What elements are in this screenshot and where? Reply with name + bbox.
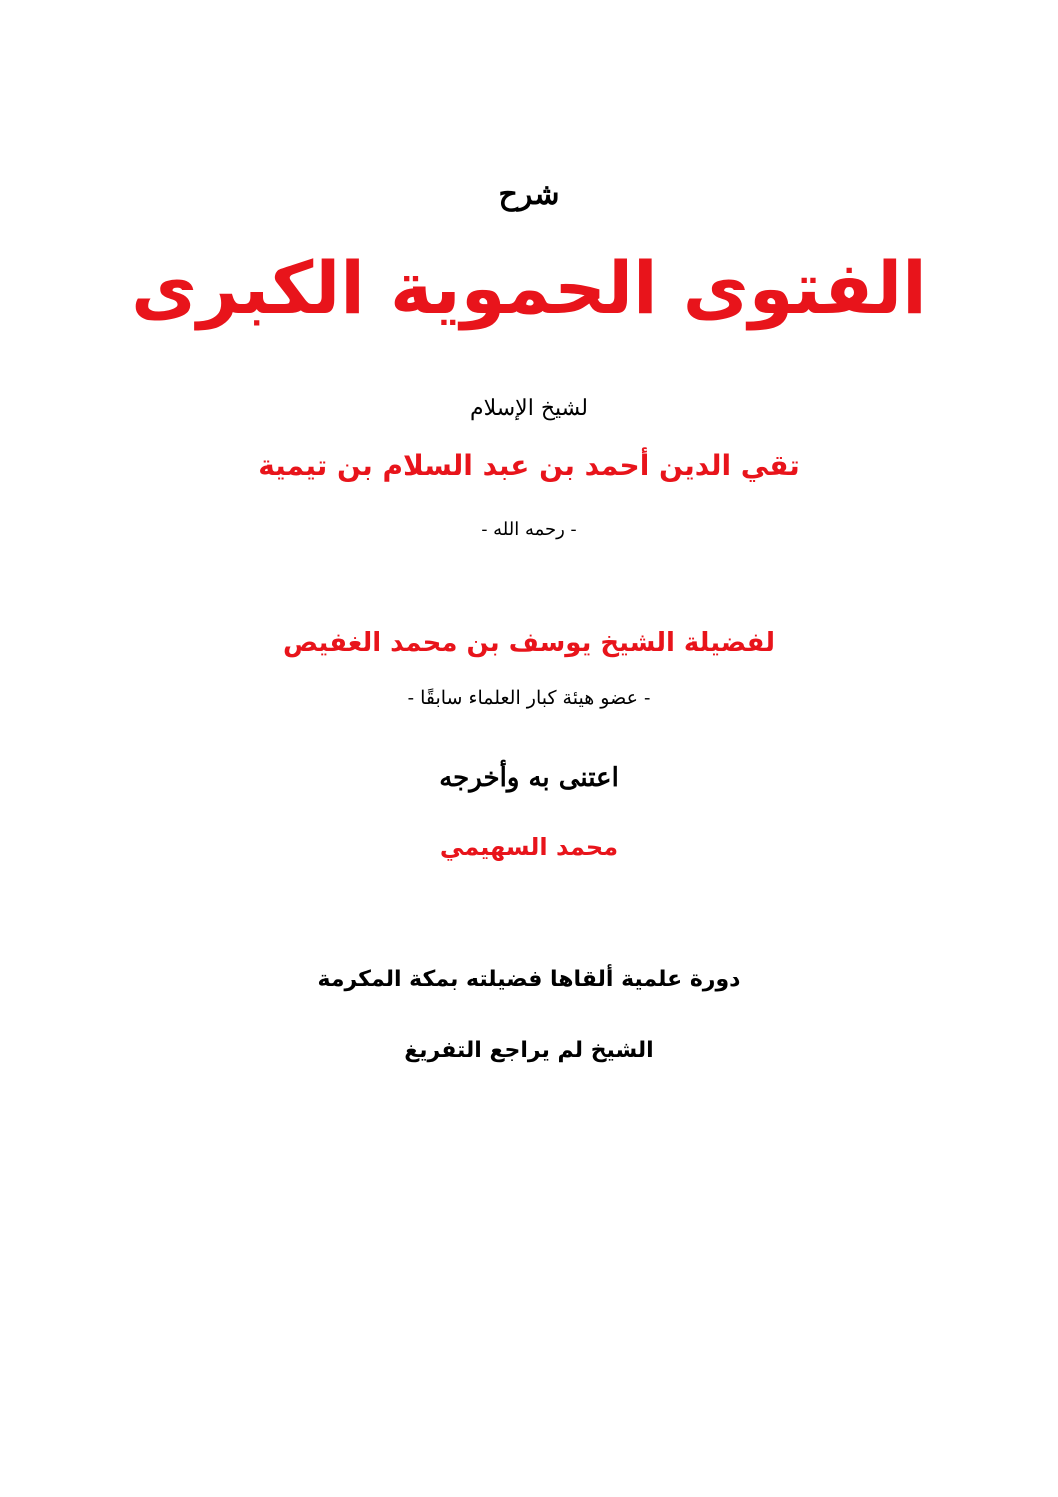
editor-label: اعتنى به وأخرجه	[439, 763, 619, 793]
author-name: تقي الدين أحمد بن عبد السلام بن تيمية	[258, 449, 800, 482]
course-note: دورة علمية ألقاها فضيلته بمكة المكرمة	[317, 967, 741, 992]
commentator-name: لفضيلة الشيخ يوسف بن محمد الغفيص	[282, 628, 776, 658]
author-prayer: - رحمه الله -	[481, 519, 577, 540]
commentator-note: - عضو هيئة كبار العلماء سابقًا -	[407, 687, 651, 709]
author-honorific: لشيخ الإسلام	[469, 396, 588, 421]
review-note: الشيخ لم يراجع التفريغ	[404, 1038, 654, 1063]
book-title: الفتوى الحموية الكبرى	[131, 246, 927, 330]
title-prefix: شرح	[498, 177, 560, 212]
editor-name: محمد السهيمي	[439, 833, 619, 861]
